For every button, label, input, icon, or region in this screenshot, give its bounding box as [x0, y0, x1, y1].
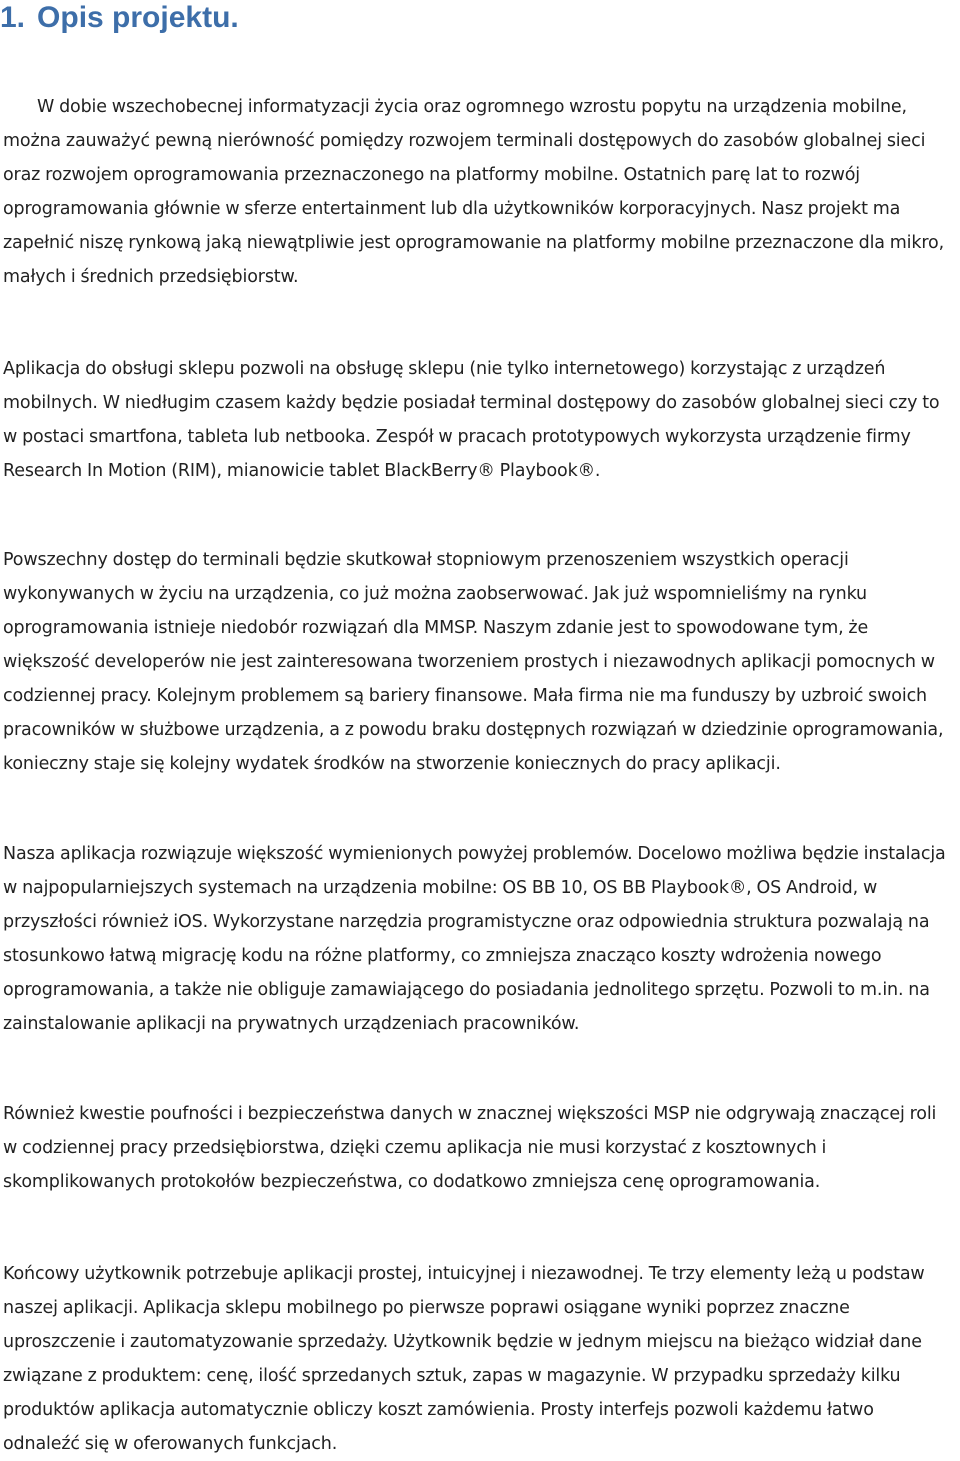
paragraph-end-user: Końcowy użytkownik potrzebuje aplikacji prostej, intuicyjnej i niezawodnej. Te trzy elementy leżą u podstaw naszej aplikacji. Aplikacja sklepu mobilnego po pierwsze poprawi osiągane wyniki poprzez znaczne uproszczenie i zautomatyzowanie sprzedaży. Użytkownik będzie w jednym miejscu na bieżąco widział dane związane z produktem: cenę, ilość sprzedanych sztuk, zapas w magazynie. W przypadku sprzedaży kilku produktów aplikacja automatycznie obliczy koszt zamówienia. Prosty interfejs pozwoli każdemu łatwo odnaleźć się w oferowanych funkcjach. [3, 1264, 925, 1454]
paragraph-terminal-access: Powszechny dostęp do terminali będzie skutkował stopniowym przenoszeniem wszystkich operacji wykonywanych w życiu na urządzenia, co już można zaobserwować. Jak już wspomnieliśmy na rynku oprogramowania istnieje niedobór rozwiązań dla MMSP. Naszym zdanie jest to spowodowane tym, że większość developerów nie jest zainteresowana tworzeniem prostych i niezawodnych aplikacji pomocnych w codziennej pracy. Kolejnym problemem są bariery finansowe. Mała firma nie ma funduszy by uzbroić swoich pracowników w służbowe urządzenia, a z powodu braku dostępnych rozwiązań w dziedzinie oprogramowania, konieczny staje się kolejny wydatek środków na stworzenie koniecznych do pracy aplikacji. [3, 550, 944, 774]
section-number: 1. [0, 1, 26, 34]
paragraph-intro: W dobie wszechobecnej informatyzacji życia oraz ogromnego wzrostu popytu na urządzenia mobilne, można zauważyć pewną nierówność pomiędzy rozwojem terminali dostępowych do zasobów globalnej sieci oraz rozwojem oprogramowania przeznaczonego na platformy mobilne. Ostatnich parę lat to rozwój oprogramowania głównie w sferze entertainment lub dla użytkowników korporacyjnych. Nasz projekt ma zapełnić niszę rynkową jaką niewątpliwie jest oprogramowanie na platformy mobilne przeznaczone dla mikro, małych i średnich przedsiębiorstw. [3, 97, 944, 287]
paragraph-solution: Nasza aplikacja rozwiązuje większość wymienionych powyżej problemów. Docelowo możliwa będzie instalacja w najpopularniejszych systemach na urządzenia mobilne: OS BB 10, OS BB Playbook®, OS Android, w przyszłości również iOS. Wykorzystane narzędzia programistyczne oraz odpowiednia struktura pozwalają na stosunkowo łatwą migrację kodu na różne platformy, co zmniejsza znacząco koszty wdrożenia nowego oprogramowania, a także nie obliguje zamawiającego do posiadania jednolitego sprzętu. Pozwoli to m.in. na zainstalowanie aplikacji na prywatnych urządzeniach pracowników. [3, 844, 946, 1034]
section-heading [0, 0, 239, 36]
paragraph-shop-app: Aplikacja do obsługi sklepu pozwoli na obsługę sklepu (nie tylko internetowego) korzystając z urządzeń mobilnych. W niedługim czasem każdy będzie posiadał terminal dostępowy do zasobów globalnej sieci czy to w postaci smartfona, tableta lub netbooka. Zespół w pracach prototypowych wykorzysta urządzenie firmy Research In Motion (RIM), mianowicie tablet BlackBerry® Playbook®. [3, 359, 940, 481]
section-title: Opis projektu. [37, 1, 239, 34]
paragraph-security: Również kwestie poufności i bezpieczeństwa danych w znacznej większości MSP nie odgrywają znaczącej roli w codziennej pracy przedsiębiorstwa, dzięki czemu aplikacja nie musi korzystać z kosztownych i skomplikowanych protokołów bezpieczeństwa, co dodatkowo zmniejsza cenę oprogramowania. [3, 1104, 937, 1192]
